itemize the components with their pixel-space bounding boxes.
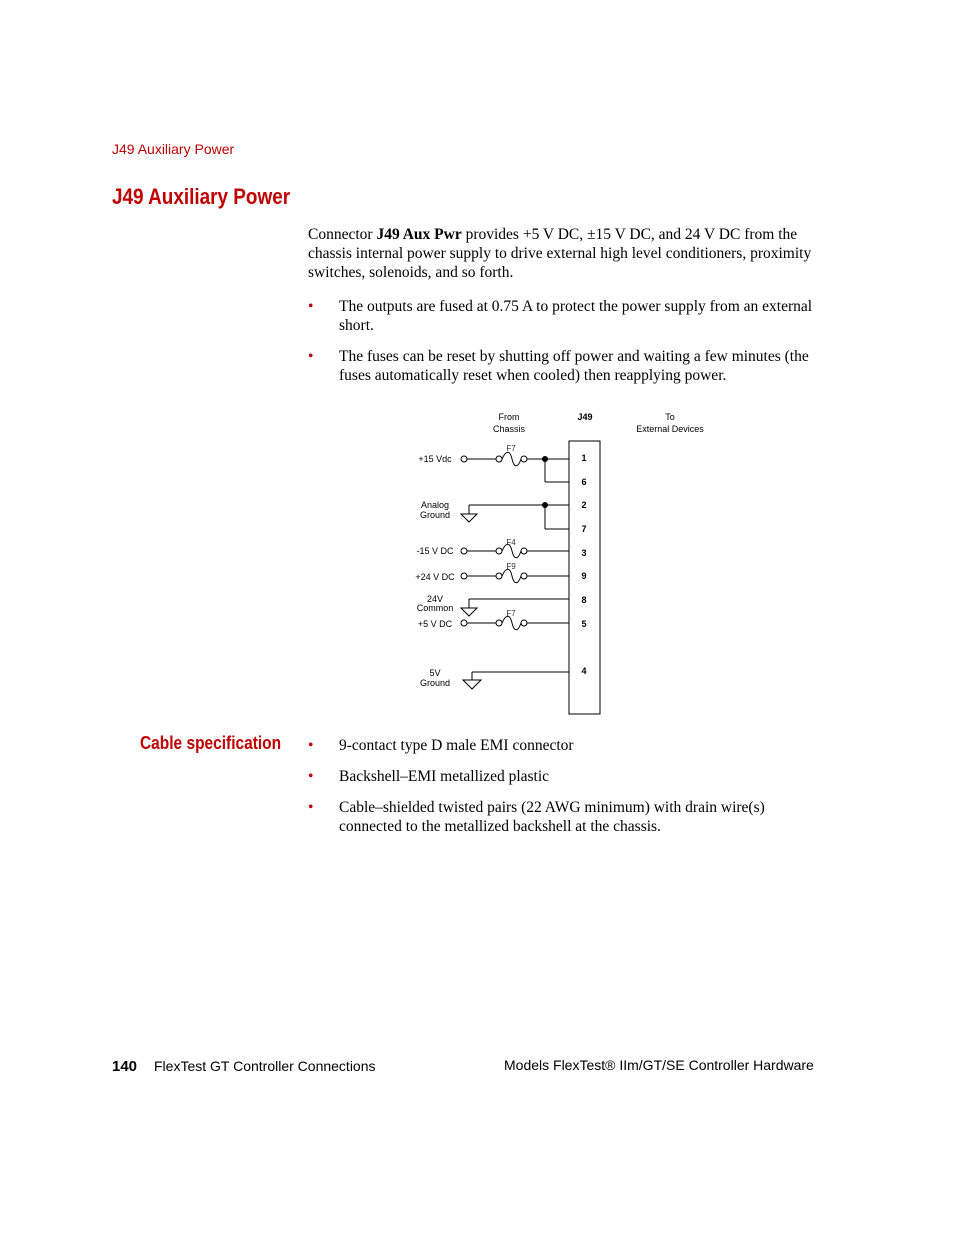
pin-label: 1: [581, 453, 587, 463]
cable-spec-list: [308, 736, 820, 848]
ground-icon: [463, 680, 481, 689]
footer-chapter: FlexTest GT Controller Connections: [154, 1058, 376, 1074]
signal-label: 5V: [429, 668, 441, 678]
pin-label: 4: [581, 666, 587, 676]
terminal-icon: [496, 573, 502, 579]
terminal-icon: [461, 548, 467, 554]
to-label-line2: External Devices: [636, 424, 704, 434]
bullet-icon: •: [308, 768, 314, 785]
bullet-icon: •: [308, 737, 314, 754]
terminal-icon: [461, 573, 467, 579]
list-item-text: 9-contact type D male EMI connector: [339, 737, 574, 754]
signal-label: -15 V DC: [416, 546, 454, 556]
signal-label: +24 V DC: [415, 572, 455, 582]
section-title: J49 Auxiliary Power: [112, 184, 291, 209]
signal-label: Ground: [419, 510, 451, 520]
terminal-icon: [521, 573, 527, 579]
fuse-icon: [502, 616, 521, 630]
fuse-icon: [502, 569, 521, 583]
terminal-icon: [521, 620, 527, 626]
connector-label: J49: [577, 412, 593, 422]
page-number: 140: [112, 1058, 138, 1075]
intro-prefix: Connector: [308, 226, 377, 243]
pin-label: 7: [581, 524, 587, 534]
terminal-icon: [496, 548, 502, 554]
signal-label: 24V: [426, 594, 444, 604]
junction-dot-icon: [542, 502, 548, 508]
bullet-icon: •: [308, 298, 314, 315]
terminal-icon: [461, 620, 467, 626]
terminal-icon: [496, 620, 502, 626]
terminal-icon: [496, 456, 502, 462]
list-item-text: Cable–shielded twisted pairs (22 AWG minimum) with drain wire(s) connected to the metallized backshell at the chassis.: [339, 799, 765, 835]
terminal-icon: [461, 456, 467, 462]
running-header: J49 Auxiliary Power: [112, 141, 235, 157]
fuse-label: F7: [506, 609, 516, 618]
bullet-icon: •: [308, 348, 314, 365]
junction-dot-icon: [542, 456, 548, 462]
ground-icon: [461, 514, 477, 522]
bullet-icon: •: [308, 799, 314, 816]
cable-spec-title: Cable specification: [140, 733, 282, 753]
ground-icon: [461, 608, 477, 616]
intro-connector-name: J49 Aux Pwr: [376, 226, 462, 243]
list-item: [308, 736, 820, 755]
terminal-icon: [521, 456, 527, 462]
from-label-line1: From: [498, 412, 520, 422]
to-label-line1: To: [665, 412, 675, 422]
terminal-icon: [521, 548, 527, 554]
pin-label: 3: [581, 548, 587, 558]
fuse-label: F9: [506, 562, 516, 571]
pin-label: 8: [581, 595, 587, 605]
signal-label: Common: [416, 603, 454, 613]
fuse-label: F7: [506, 444, 516, 453]
footer-book-title: Models FlexTest® IIm/GT/SE Controller Hardware: [504, 1057, 814, 1073]
fuse-icon: [502, 452, 521, 466]
list-item-text: The fuses can be reset by shutting off power and waiting a few minutes (the fuses automatically reset when cooled) then reapplying power.: [339, 348, 809, 384]
intro-suffix: provides +5 V DC, ±15 V DC, and 24 V DC from the chassis internal power supply to drive external high level conditioners, proximity switches, solenoids, and so forth.: [308, 226, 812, 281]
pin-label: 5: [581, 619, 587, 629]
list-item-text: Backshell–EMI metallized plastic: [339, 768, 550, 785]
signal-label: +15 Vdc: [418, 454, 452, 464]
pin-label: 9: [581, 571, 587, 581]
fuse-label: F4: [506, 538, 516, 547]
list-item: [308, 767, 820, 786]
signal-label: Ground: [419, 678, 451, 688]
pin-label: 2: [581, 500, 587, 510]
signal-label: +5 V DC: [417, 619, 453, 629]
list-item-text: The outputs are fused at 0.75 A to protect the power supply from an external short.: [339, 298, 813, 334]
list-item: [308, 798, 820, 836]
signal-label: Analog: [420, 500, 450, 510]
from-label-line2: Chassis: [492, 424, 526, 434]
pin-label: 6: [581, 477, 587, 487]
